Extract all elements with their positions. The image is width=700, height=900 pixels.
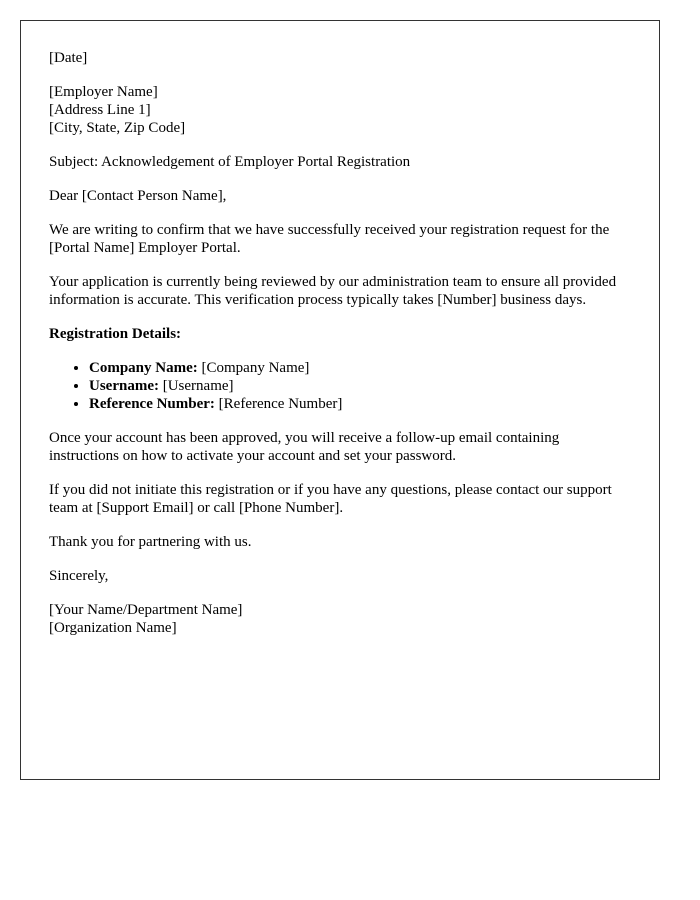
- detail-value: [Company Name]: [197, 360, 310, 376]
- letter-subject: Subject: Acknowledgement of Employer Portal Registration: [49, 154, 411, 170]
- letter-page: [20, 20, 660, 780]
- detail-item-company-name: [89, 359, 631, 377]
- recipient-name: [Employer Name]: [49, 84, 158, 100]
- signature-name: [Your Name/Department Name]: [49, 602, 243, 618]
- letter-date: [Date]: [49, 50, 88, 66]
- recipient-address-line-1: [Address Line 1]: [49, 102, 151, 118]
- detail-item-reference-number: [89, 395, 631, 413]
- detail-item-username: [89, 377, 631, 395]
- thanks-line: Thank you for partnering with us.: [49, 534, 252, 550]
- letter-salutation: Dear [Contact Person Name],: [49, 188, 227, 204]
- registration-details-heading: Registration Details:: [49, 326, 182, 342]
- recipient-address: [49, 83, 631, 137]
- detail-value: [Username]: [158, 378, 234, 394]
- closing-line: Sincerely,: [49, 568, 109, 584]
- registration-details-list: [49, 359, 631, 413]
- body-paragraph-review: Your application is currently being reviewed by our administration team to ensure all provided information is accurate. This verification process typically takes [Number] business days.: [49, 274, 617, 308]
- detail-label: Username:: [89, 378, 159, 394]
- signature-organization: [Organization Name]: [49, 620, 177, 636]
- body-paragraph-contact: If you did not initiate this registration or if you have any questions, please contact our support team at [Support Email] or call [Phone Number].: [49, 482, 612, 516]
- detail-label: Reference Number:: [89, 396, 215, 412]
- signature-block: [49, 601, 631, 637]
- detail-value: [Reference Number]: [214, 396, 343, 412]
- detail-label: Company Name:: [89, 360, 198, 376]
- recipient-city-state-zip: [City, State, Zip Code]: [49, 120, 186, 136]
- body-paragraph-approval: Once your account has been approved, you will receive a follow-up email containing instructions on how to activate your account and set your password.: [49, 430, 560, 464]
- body-paragraph-confirmation: We are writing to confirm that we have successfully received your registration request for the [Portal Name] Employer Portal.: [49, 222, 610, 256]
